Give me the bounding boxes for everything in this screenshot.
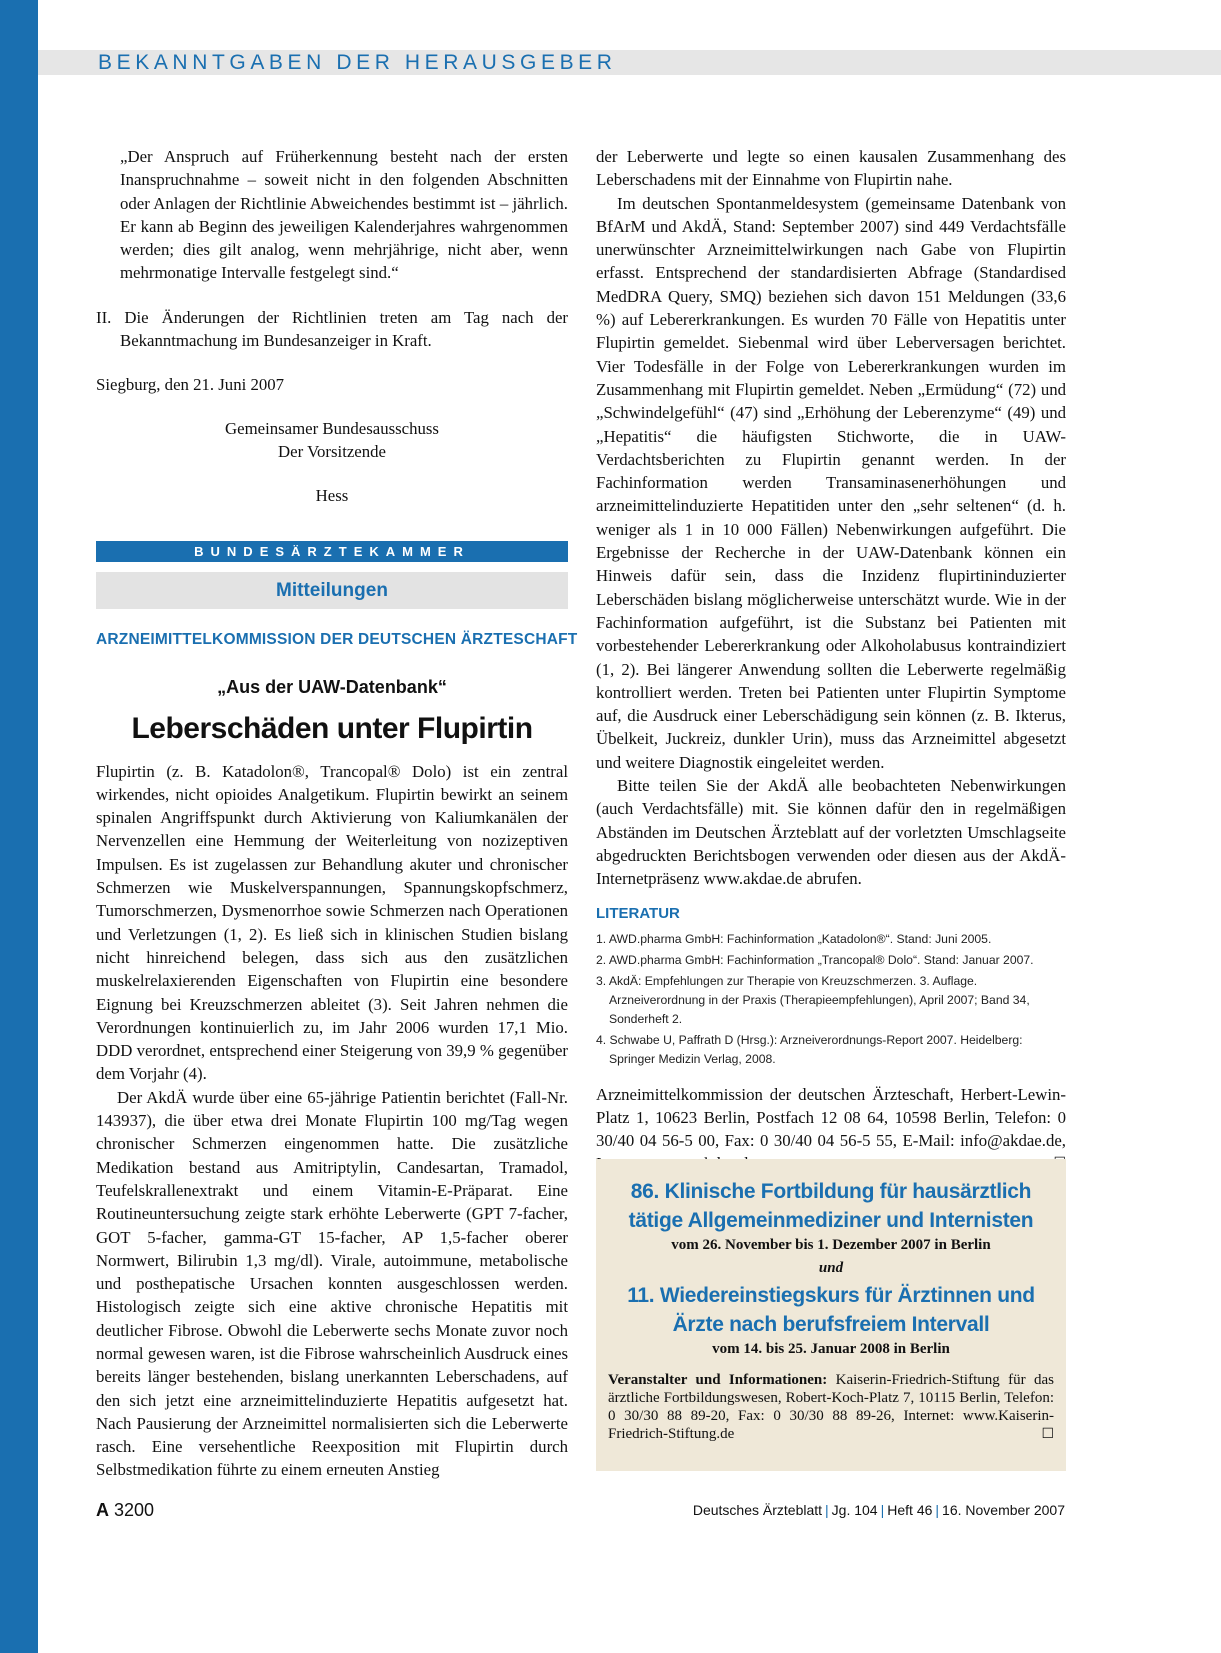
journal-date: 16. November 2007 [942,1502,1065,1518]
course-info [596,1371,1066,1443]
section-bar-bundesaerztekammer: BUNDESÄRZTEKAMMER [96,541,568,562]
footer-separator: | [880,1502,885,1518]
literature-item: 4. Schwabe U, Paffrath D (Hrsg.): Arzneiverordnungs-Report 2007. Heidelberg: Springer Medizin Verlag, 2008. [596,1032,1023,1066]
article-paragraph-3: der Leberwerte und legte so einen kausalen Zusammenhang des Leberschadens mit der Einnahme von Flupirtin nahe. [596,147,1066,190]
course-connector: und [818,1260,844,1276]
footer-separator: | [825,1502,829,1518]
left-column [96,145,578,1482]
page-prefix: A [96,1500,109,1520]
journal-footer [693,1502,1065,1518]
course-date-1: vom 26. November bis 1. Dezember 2007 in Berlin [671,1237,991,1253]
section-header: BEKANNTGABEN DER HERAUSGEBER [98,51,617,74]
article-title: Leberschäden unter Flupirtin [131,711,533,745]
literature-item: 2. AWD.pharma GmbH: Fachinformation „Trancopal® Dolo“. Stand: Januar 2007. [596,952,1034,967]
mitteilungen-heading: Mitteilungen [96,572,568,609]
quoted-guideline: „Der Anspruch auf Früherkennung besteht nach der ersten Inanspruchnahme – soweit nicht in den folgenden Abschnitten oder Anlagen der Richtlinie Abweichendes bestimmt ist – jährlich. Er kann ab Beginn des jeweiligen Kalenderjahres wahrgenommen werden; dies gilt analog, wenn mehrjährige, nicht aber, wenn mehrmonatige Intervalle festgelegt sind.“ [120,147,568,283]
contact-text: Arzneimittelkommission der deutschen Ärzteschaft, Herbert-Lewin-Platz 1, 10623 Berlin, Postfach 12 08 64, 10598 Berlin, Telefon: 0 30/40 04 56-5 00, Fax: 0 30/40 04 56-5 55, E-Mail: info@akdae.de, [596,1084,1066,1151]
course-announcement-box [596,1159,1066,1471]
right-column [596,145,1066,1192]
footer-separator: | [935,1502,940,1518]
article-paragraph-5: Bitte teilen Sie der AkdÄ alle beobachteten Nebenwirkungen (auch Verdachtsfälle) mit. Sie können dafür den in regelmäßigen Abständen im Deutschen Ärzteblatt auf der vorletzten Umschlagseite abgedruckten Berichtsbogen verwenden oder diesen aus der AkdÄ-Internetpräsenz www.akdae.de abrufen. [596,776,1066,889]
literature-heading: LITERATUR [596,904,680,922]
course-date-2: vom 14. bis 25. Januar 2008 in Berlin [712,1341,950,1357]
course-info-label: Veranstalter und Informationen: [608,1372,828,1388]
literature-item: 3. AkdÄ: Empfehlungen zur Therapie von Kreuzschmerzen. 3. Auflage. Arzneiverordnung in der Praxis (Therapieempfehlungen), April 2007; Band 34, Sonderheft 2. [596,973,1030,1026]
journal-volume: Jg. 104 [831,1502,878,1518]
article-kicker: „Aus der UAW-Datenbank“ [217,676,447,697]
page-number-value: 3200 [114,1500,155,1520]
course-info-text: Kaiserin-Friedrich-Stiftung für das ärztliche Fortbildungswesen, Robert-Koch-Platz 7, 10115 Berlin, Telefon: 0 30/30 88 89-20, Fax: 0 30/30 88 89-26, Internet: www.Kaiserin-Friedrich-Stiftung.de [608,1372,1054,1442]
course-title-1: 86. Klinische Fortbildung für hausärztlich tätige Allgemeinmediziner und Internisten [628,1180,1034,1232]
article-paragraph-2: Der AkdÄ wurde über eine 65-jährige Patientin berichtet (Fall-Nr. 143937), die über etwa drei Monate Flupirtin 100 mg/Tag wegen chronischer Schmerzen eingenommen hatte. Die zusätzliche Medikation bestand aus Amitriptylin, Candesartan, Tramadol, Teufelskrallenextrakt und einem Vitamin-E-Präparat. Eine Routineuntersuchung zeigte stark erhöhte Leberwerte (GPT 7-facher, GOT 5-facher, gamma-GT 15-facher, AP 1,5-facher oberer Normwert, Bilirubin 1,3 mg/dl). Virale, autoimmune, metabolische und posthepatische Ursachen konnten ausgeschlossen werden. Histologisch zeigte sich eine aktive chronische Hepatitis mit deutlicher Fibrose. Obwohl die Leberwerte sechs Monate zuvor noch normal gewesen waren, ist die Fibrose wahrscheinlich Ausdruck eines bereits länger bestehenden, bislang unerkannten Leberschadens, auf den sich jetzt eine arzneimittelinduzierte Hepatitis aufgesetzt hat. Nach Pausierung der Arzneimittel normalisierten sich die Leberwerte rasch. Eine versehentliche Reexposition mit Flupirtin durch Selbstmedikation führte zu einem erneuten Anstieg [96,1087,568,1480]
signature-name: Hess [315,486,349,506]
journal-name: Deutsches Ärzteblatt [692,1502,823,1518]
article-paragraph-4: Im deutschen Spontanmeldesystem (gemeinsame Datenbank von BfArM und AkdÄ, Stand: September 2007) sind 449 Verdachtsfälle unerwünschter Arzneimittelwirkungen nach Gabe von Flupirtin erfasst. Entsprechend der standardisierten Abfrage (Standardised MedDRA Query, SMQ) beziehen sich davon 151 Meldungen (33,6 %) auf Lebererkrankungen. Es wurden 70 Fälle von Hepatitis unter Flupirtin gemeldet. Siebenmal wird über Leberversagen berichtet. Vier Todesfälle in der Folge von Lebererkrankungen wurden im Zusammenhang mit Flupirtin gemeldet. Neben „Ermüdung“ (72) und „Schwindelgefühl“ (47) sind „Erhöhung der Leberenzyme“ (49) und „Hepatitis“ die häufigsten Stichworte, die in UAW-Verdachtsberichten zu Flupirtin genannt werden. In der Fachinformation werden Transaminasenerhöhungen und arzneimittelinduzierte Hepatitiden unter den „sehr seltenen“ (d. h. weniger als 1 in 10 000 Fällen) Nebenwirkungen aufgeführt. Die Ergebnisse der Recherche in der UAW-Datenbank können ein Hinweis dafür sein, dass die Inzidenz flupirtininduzierter Leberschäden bislang möglicherweise unterschätzt wurde. Wie in der Fachinformation aufgeführt, ist die Substanz bei Patienten mit vorbestehender Lebererkrankung oder Alkoholabusus kontraindiziert (1, 2). Bei längerer Anwendung sollten die Leberwerte regelmäßig kontrolliert werden. Treten bei Patienten unter Flupirtin Symptome auf, die Ausdruck einer Leberschädigung sein können (z. B. Ikterus, Übelkeit, Juckreiz, dunkler Urin), muss das Arzneimittel abgesetzt und weitere Diagnostik eingeleitet werden. [596,193,1066,772]
place-date: Siegburg, den 21. Juni 2007 [96,375,285,395]
journal-issue: Heft 46 [887,1502,933,1518]
akd-heading: ARZNEIMITTELKOMMISSION DER DEUTSCHEN ÄRZTESCHAFT [96,630,578,648]
course-title-2: 11. Wiedereinstiegskurs für Ärztinnen und Ärzte nach berufsfreiem Intervall [627,1284,1035,1336]
literature-item: 1. AWD.pharma GmbH: Fachinformation „Katadolon®“. Stand: Juni 2005. [596,931,992,946]
left-accent-bar [0,0,38,1653]
article-paragraph-1: Flupirtin (z. B. Katadolon®, Trancopal® Dolo) ist ein zentral wirkendes, nicht opioides Analgetikum. Flupirtin bewirkt an seinem spinalen Angriffspunkt durch Aktivierung von Kaliumkanälen der Nervenzellen eine Hemmung der Weiterleitung von nozizeptiven Impulsen. Es ist zugelassen zur Behandlung akuter und chronischer Schmerzen wie Muskelverspannungen, Spannungskopfschmerz, Tumorschmerzen, Dysmenorrhoe sowie Schmerzen nach Operationen und Verletzungen (1, 2). Es ließ sich in klinischen Studien bislang nicht hinreichend belegen, dass sich aus den zusätzlichen muskelrelaxierenden Eigenschaften von Flupirtin eine besondere Eignung bei Kreuzschmerzen ableitet (3). Seit Jahren nehmen die Verordnungen kontinuierlich zu, im Jahr 2006 wurden 17,1 Mio. DDD verordnet, entsprechend einer Steigerung von 39,9 % gegenüber dem Vorjahr (4). [96,761,568,1084]
literature-list [596,930,1066,1069]
page-number [96,1500,154,1521]
signature-role: Der Vorsitzende [278,441,386,461]
signature-org: Gemeinsamer Bundesausschuss [225,418,439,438]
guideline-amendment: II. Die Änderungen der Richtlinien treten am Tag nach der Bekanntmachung im Bundesanzeiger in Kraft. [96,307,568,351]
end-of-box-icon: ☐ [1041,1426,1054,1442]
